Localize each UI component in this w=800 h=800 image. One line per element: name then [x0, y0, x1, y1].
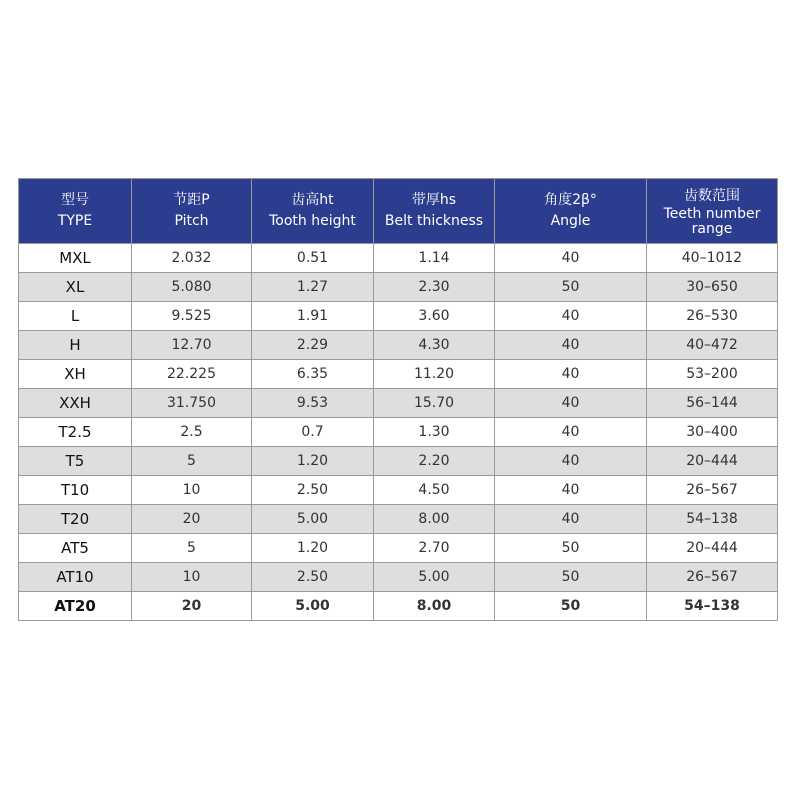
cell-tooth-height: 2.50 [252, 563, 374, 592]
header-pitch-en: Pitch [174, 213, 209, 229]
cell-teeth-range: 26–567 [647, 476, 778, 505]
cell-pitch: 10 [132, 476, 252, 505]
cell-type: T10 [19, 476, 132, 505]
cell-pitch: 2.032 [132, 244, 252, 273]
table-row [19, 389, 778, 418]
cell-belt-thickness: 8.00 [374, 592, 495, 621]
cell-tooth-height: 5.00 [252, 505, 374, 534]
cell-teeth-range: 40–472 [647, 331, 778, 360]
header-type-en: TYPE [57, 213, 93, 229]
table-row [19, 331, 778, 360]
cell-angle: 50 [495, 273, 647, 302]
cell-pitch: 5 [132, 447, 252, 476]
cell-belt-thickness: 4.30 [374, 331, 495, 360]
cell-type: XH [19, 360, 132, 389]
cell-teeth-range: 26–567 [647, 563, 778, 592]
cell-belt-thickness: 1.14 [374, 244, 495, 273]
cell-tooth-height: 2.29 [252, 331, 374, 360]
header-angle-en: Angle [550, 213, 591, 229]
cell-type: XXH [19, 389, 132, 418]
cell-angle: 40 [495, 476, 647, 505]
header-teeth-range-zh: 齿数范围 [684, 187, 740, 204]
cell-belt-thickness: 5.00 [374, 563, 495, 592]
cell-pitch: 20 [132, 505, 252, 534]
cell-angle: 40 [495, 389, 647, 418]
cell-type: AT10 [19, 563, 132, 592]
cell-pitch: 10 [132, 563, 252, 592]
cell-type: H [19, 331, 132, 360]
cell-angle: 40 [495, 244, 647, 273]
cell-teeth-range: 30–650 [647, 273, 778, 302]
cell-belt-thickness: 3.60 [374, 302, 495, 331]
cell-angle: 40 [495, 505, 647, 534]
cell-pitch: 5 [132, 534, 252, 563]
header-pitch-zh: 节距P [173, 192, 210, 208]
cell-teeth-range: 20–444 [647, 534, 778, 563]
cell-tooth-height: 5.00 [252, 592, 374, 621]
header-belt-thickness-en: Belt thickness [384, 213, 484, 229]
cell-type: AT5 [19, 534, 132, 563]
cell-pitch: 31.750 [132, 389, 252, 418]
cell-pitch: 2.5 [132, 418, 252, 447]
cell-belt-thickness: 2.20 [374, 447, 495, 476]
cell-teeth-range: 54–138 [647, 505, 778, 534]
cell-angle: 50 [495, 534, 647, 563]
cell-teeth-range: 40–1012 [647, 244, 778, 273]
cell-teeth-range: 54–138 [647, 592, 778, 621]
header-teeth-range-en: Teeth number range [663, 205, 761, 237]
header-teeth-range [647, 179, 778, 244]
cell-pitch: 9.525 [132, 302, 252, 331]
cell-pitch: 22.225 [132, 360, 252, 389]
cell-teeth-range: 20–444 [647, 447, 778, 476]
cell-type: AT20 [19, 592, 132, 621]
cell-type: MXL [19, 244, 132, 273]
header-type-zh: 型号 [61, 192, 89, 208]
header-tooth-height-zh: 齿高ht [291, 192, 334, 208]
cell-teeth-range: 30–400 [647, 418, 778, 447]
cell-angle: 40 [495, 331, 647, 360]
header-tooth-height-en: Tooth height [269, 213, 356, 229]
cell-tooth-height: 2.50 [252, 476, 374, 505]
cell-angle: 50 [495, 563, 647, 592]
header-type [19, 179, 132, 244]
header-belt-thickness-zh: 带厚hs [411, 192, 457, 208]
cell-belt-thickness: 15.70 [374, 389, 495, 418]
cell-tooth-height: 9.53 [252, 389, 374, 418]
cell-belt-thickness: 2.30 [374, 273, 495, 302]
cell-pitch: 20 [132, 592, 252, 621]
cell-type: XL [19, 273, 132, 302]
table-row [19, 505, 778, 534]
table-row [19, 302, 778, 331]
table-row [19, 244, 778, 273]
timing-belt-spec-table [18, 178, 778, 621]
cell-belt-thickness: 4.50 [374, 476, 495, 505]
cell-angle: 50 [495, 592, 647, 621]
table-row [19, 563, 778, 592]
table-row [19, 418, 778, 447]
table-body [19, 244, 778, 621]
cell-tooth-height: 1.27 [252, 273, 374, 302]
cell-teeth-range: 26–530 [647, 302, 778, 331]
cell-tooth-height: 1.20 [252, 534, 374, 563]
header-tooth-height [252, 179, 374, 244]
cell-type: T5 [19, 447, 132, 476]
cell-tooth-height: 0.7 [252, 418, 374, 447]
table-row [19, 534, 778, 563]
cell-angle: 40 [495, 302, 647, 331]
cell-pitch: 12.70 [132, 331, 252, 360]
header-angle-zh: 角度2β° [544, 192, 597, 208]
cell-angle: 40 [495, 447, 647, 476]
cell-tooth-height: 6.35 [252, 360, 374, 389]
cell-angle: 40 [495, 418, 647, 447]
cell-belt-thickness: 8.00 [374, 505, 495, 534]
cell-belt-thickness: 11.20 [374, 360, 495, 389]
cell-tooth-height: 1.20 [252, 447, 374, 476]
cell-belt-thickness: 1.30 [374, 418, 495, 447]
cell-pitch: 5.080 [132, 273, 252, 302]
header-pitch [132, 179, 252, 244]
table-row [19, 447, 778, 476]
cell-teeth-range: 56–144 [647, 389, 778, 418]
table-row [19, 476, 778, 505]
table-row [19, 273, 778, 302]
cell-type: T20 [19, 505, 132, 534]
cell-tooth-height: 0.51 [252, 244, 374, 273]
cell-type: T2.5 [19, 418, 132, 447]
cell-tooth-height: 1.91 [252, 302, 374, 331]
cell-belt-thickness: 2.70 [374, 534, 495, 563]
cell-teeth-range: 53–200 [647, 360, 778, 389]
table-row [19, 360, 778, 389]
table-header [19, 179, 778, 244]
header-angle [495, 179, 647, 244]
header-row [19, 179, 778, 244]
cell-angle: 40 [495, 360, 647, 389]
header-belt-thickness [374, 179, 495, 244]
table-row [19, 592, 778, 621]
cell-type: L [19, 302, 132, 331]
